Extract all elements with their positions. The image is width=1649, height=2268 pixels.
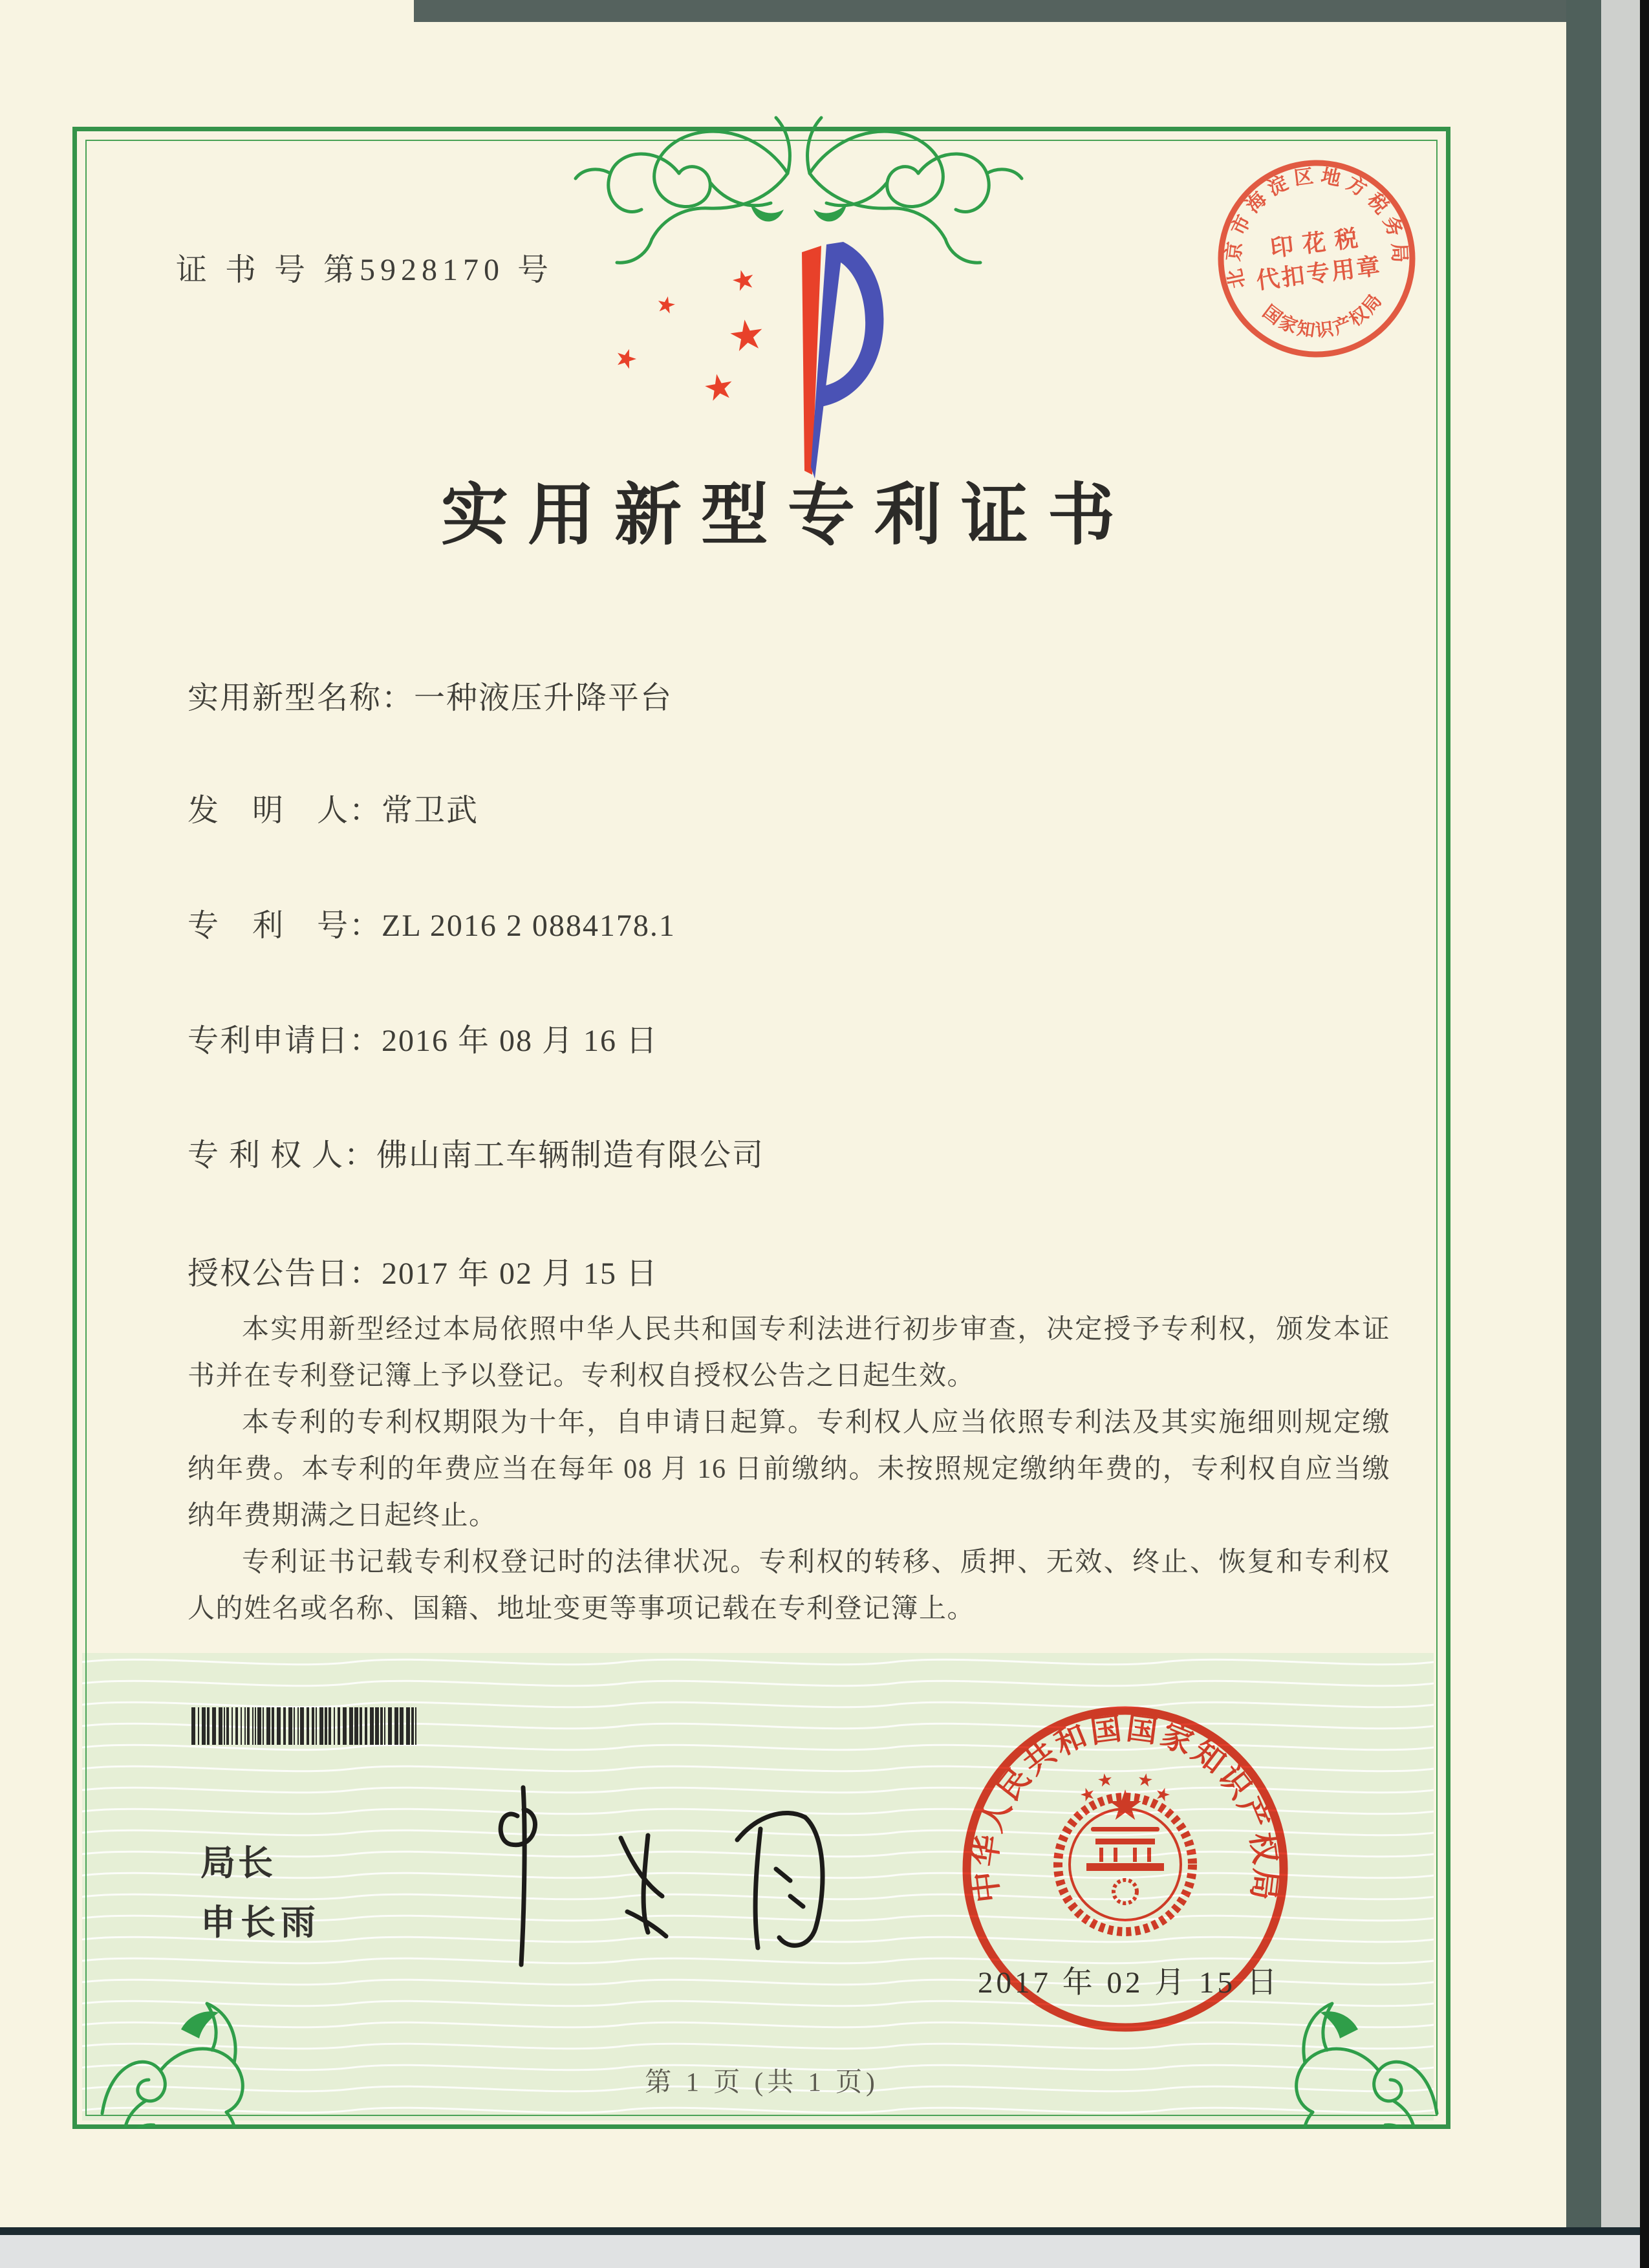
corner-flourish-right [1287,1966,1449,2128]
director-title-label: 局长 [200,1844,275,1883]
field-inventor: 发 明 人：常卫武 [188,794,479,828]
field-utility-model-name: 实用新型名称：一种液压升降平台 [188,681,673,715]
scan-backdrop-top [414,0,1649,22]
body-paragraph: 专利证书记载专利权登记时的法律状况。专利权的转移、质押、无效、终止、恢复和专利权人的姓名或名称、国籍、地址变更等事项记载在专利登记簿上。 [188,1548,1390,1624]
barcode [191,1707,428,1745]
tax-stamp-arc-top: 北京市海淀区地方税务局 [1222,165,1410,290]
body-paragraph: 本实用新型经过本局依照中华人民共和国专利法进行初步审查，决定授予专利权，颁发本证书并在专利登记簿上予以登记。专利权自授权公告之日起生效。 [188,1315,1390,1391]
director-name-label: 申长雨 [200,1903,321,1942]
logo-stars [614,267,765,402]
field-patent-number: 专 利 号：ZL 2016 2 0884178.1 [188,909,676,943]
body-paragraphs [188,1306,1390,1632]
field-filing-date: 专利申请日：2016 年 08 月 16 日 [188,1024,659,1058]
grant-announcement-date: 2017 年 02 月 15 日 [978,1966,1280,2000]
scan-backdrop-right [1566,0,1601,2235]
certificate-title: 实用新型专利证书 [440,479,1135,553]
logo-monogram [802,242,883,479]
page-number: 第 1 页 (共 1 页) [645,2067,879,2097]
body-paragraph: 本专利的专利权期限为十年，自申请日起算。专利权人应当依照专利法及其实施细则规定缴纳年费。本专利的年费应当在每年 08 月 16 日前缴纳。未按照规定缴纳年费的，专利权自应当缴纳年费期满之日起终止。 [188,1408,1390,1531]
field-patentee: 专 利 权 人：佛山南工车辆制造有限公司 [188,1138,765,1172]
tax-stamp-center-line1: 印花税 [1269,224,1368,262]
seal-ring-text: 中华人民共和国国家知识产权局 [967,1711,1283,1905]
stamp-tax-seal [1194,136,1439,382]
tax-stamp-center-line2: 代扣专用章 [1255,252,1384,294]
director-signature [427,1778,879,1979]
scan-page-edge-shadow [0,2227,1640,2235]
national-emblem-icon [1058,1773,1192,1932]
corner-flourish-left [91,1966,252,2128]
field-grant-date: 授权公告日：2017 年 02 月 15 日 [188,1257,659,1291]
tax-stamp-arc-bottom: 国家知识产权局 [1258,289,1387,341]
scan-backdrop-bottom [0,2235,1640,2268]
scan-edge-black [1640,0,1649,2268]
certificate-number: 证 书 号 第5928170 号 [176,253,554,287]
scan-backdrop-right-light [1601,0,1640,2235]
